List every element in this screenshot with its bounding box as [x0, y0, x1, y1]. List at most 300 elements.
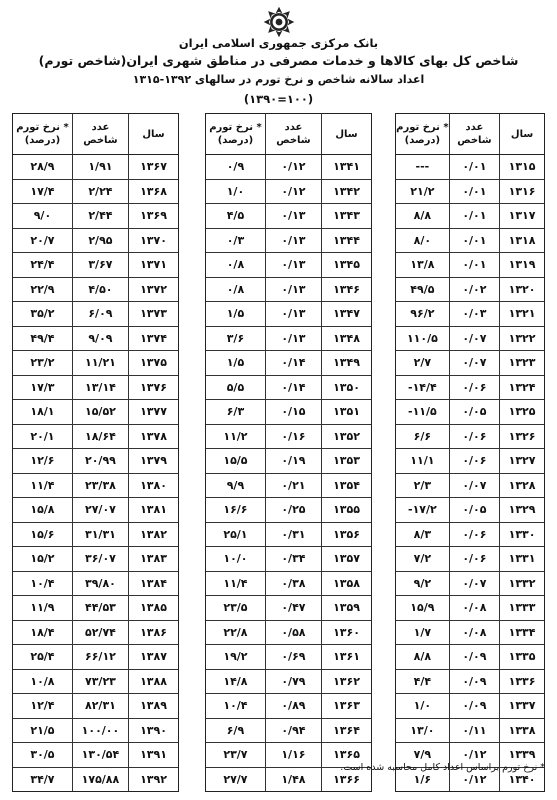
year-cell: ۱۳۴۳ — [321, 204, 371, 229]
table-row — [206, 424, 371, 449]
year-cell: ۱۳۸۹ — [128, 694, 178, 719]
index-value-cell: ۳۹/۸۰ — [72, 571, 128, 596]
table-row — [13, 767, 178, 791]
inflation-table-right — [395, 113, 545, 792]
inflation-rate-cell: ۲۱/۵ — [13, 718, 72, 743]
table-row — [396, 179, 544, 204]
index-value-cell: ۰/۱۶ — [265, 424, 321, 449]
column-header-year: سال — [500, 114, 544, 155]
index-value-cell: ۳/۶۷ — [72, 253, 128, 278]
year-cell: ۱۳۵۴ — [321, 473, 371, 498]
table-row — [13, 522, 178, 547]
year-cell: ۱۳۷۵ — [128, 351, 178, 376]
year-cell: ۱۳۷۱ — [128, 253, 178, 278]
inflation-rate-cell: ۲۷/۷ — [206, 767, 265, 791]
year-cell: ۱۳۲۸ — [500, 473, 544, 498]
year-cell: ۱۳۳۵ — [500, 645, 544, 670]
year-cell: ۱۳۴۲ — [321, 179, 371, 204]
table-row — [13, 277, 178, 302]
index-value-cell: ۰/۰۲ — [449, 277, 499, 302]
inflation-rate-cell: ۱/۵ — [206, 302, 265, 327]
year-cell: ۱۳۹۲ — [140, 772, 167, 786]
table-row — [206, 522, 371, 547]
inflation-rate-cell: ۱۵/۸ — [13, 498, 72, 523]
table-row — [206, 694, 371, 719]
table-row — [396, 449, 544, 474]
table-row — [206, 375, 371, 400]
index-value-cell: ۰/۰۸ — [449, 620, 499, 645]
index-value-cell: ۰/۱۹ — [265, 449, 321, 474]
table-row — [396, 547, 544, 572]
table-row — [206, 302, 371, 327]
year-cell: ۱۳۸۳ — [128, 547, 178, 572]
table-row — [13, 375, 178, 400]
index-value-cell: ۰/۰۶ — [449, 424, 499, 449]
inflation-rate-cell: ۲۳/۷ — [206, 743, 265, 768]
index-value-cell: ۰/۳۱ — [265, 522, 321, 547]
table-row — [396, 277, 544, 302]
table-row — [206, 253, 371, 278]
index-value-cell: ۰/۳۸ — [265, 571, 321, 596]
table-row — [13, 155, 178, 180]
year-cell: ۱۳۶۴ — [321, 718, 371, 743]
inflation-rate-cell: ۲۵/۱ — [206, 522, 265, 547]
table-row — [206, 204, 371, 229]
inflation-rate-cell: ۱/۵ — [206, 351, 265, 376]
index-value-cell: ۰/۰۹ — [449, 645, 499, 670]
year-cell: ۱۳۲۴ — [500, 375, 544, 400]
inflation-rate-cell: ۲۲/۸ — [206, 620, 265, 645]
year-cell: ۱۳۷۷ — [128, 400, 178, 425]
inflation-rate-cell: ۱۱/۴ — [13, 473, 72, 498]
inflation-rate-cell: ۱۰/۰ — [206, 547, 265, 572]
table-row — [396, 718, 544, 743]
year-cell: ۱۳۸۷ — [128, 645, 178, 670]
inflation-rate-cell: ۱۷/۳ — [13, 375, 72, 400]
table-header-row — [13, 114, 178, 155]
column-header-year: سال — [321, 114, 371, 155]
table-row — [396, 253, 544, 278]
table-row — [206, 645, 371, 670]
inflation-rate-cell: ۱۴/۸ — [206, 669, 265, 694]
inflation-rate-cell: ۱/۶ — [396, 767, 449, 791]
index-value-cell: ۱/۴۸ — [265, 767, 321, 791]
table-row — [396, 424, 544, 449]
year-cell: ۱۳۶۸ — [128, 179, 178, 204]
index-value-cell: ۵۲/۷۴ — [72, 620, 128, 645]
inflation-rate-cell: ۵/۵ — [206, 375, 265, 400]
table-row — [206, 473, 371, 498]
inflation-rate-cell: ۰/۳ — [206, 228, 265, 253]
index-value-cell: ۰/۱۵ — [265, 400, 321, 425]
index-value-cell: ۰/۰۶ — [449, 522, 499, 547]
year-cell: ۱۳۳۰ — [500, 522, 544, 547]
table-row — [396, 596, 544, 621]
index-value-cell: ۰/۱۲ — [265, 155, 321, 180]
index-value-cell: ۱۷۵/۸۸ — [72, 767, 128, 791]
index-value-cell: ۰/۰۱ — [449, 228, 499, 253]
inflation-rate-cell: ۱۷/۴ — [13, 179, 72, 204]
table-row — [13, 718, 178, 743]
table-row — [206, 596, 371, 621]
inflation-rate-cell: ۹/۰ — [13, 204, 72, 229]
index-value-cell: ۰/۰۹ — [449, 669, 499, 694]
year-cell: ۱۳۸۱ — [128, 498, 178, 523]
index-value-cell: ۰/۰۵ — [449, 498, 499, 523]
year-cell: ۱۳۶۳ — [321, 694, 371, 719]
index-value-cell: ۶/۰۹ — [72, 302, 128, 327]
year-cell: ۱۳۴۹ — [321, 351, 371, 376]
table-row — [206, 718, 371, 743]
inflation-rate-cell: ۱۱/۴ — [206, 571, 265, 596]
year-cell: ۱۳۲۱ — [500, 302, 544, 327]
table-row — [396, 498, 544, 523]
table-row — [13, 669, 178, 694]
table-row — [206, 669, 371, 694]
inflation-rate-cell: ۰/۹ — [206, 155, 265, 180]
table-row — [13, 302, 178, 327]
page-subtitle: اعداد سالانه شاخص و نرخ تورم در سالهای ۱۳۹۲-۱۳۱۵ — [132, 73, 425, 86]
year-cell: ۱۳۲۶ — [500, 424, 544, 449]
inflation-rate-cell: ۴۹/۵ — [396, 277, 449, 302]
table-row — [396, 400, 544, 425]
index-value-cell: ۱۳۰/۵۴ — [72, 743, 128, 768]
page-title: شاخص کل بهای کالاها و خدمات مصرفی در مناطق شهری ایران(شاخص تورم) — [38, 53, 519, 68]
table-row — [396, 326, 544, 351]
inflation-rate-cell: ۷/۲ — [396, 547, 449, 572]
inflation-rate-cell: ۶/۹ — [206, 718, 265, 743]
column-header-rate: نرخ تورم * (درصد) — [396, 114, 449, 155]
index-value-cell: ۱۰۰/۰۰ — [72, 718, 128, 743]
table-row — [206, 620, 371, 645]
table-row — [396, 204, 544, 229]
index-value-cell: ۲۷/۰۷ — [72, 498, 128, 523]
index-value-cell: ۰/۱۳ — [265, 253, 321, 278]
index-value-cell: ۰/۱۲ — [449, 767, 499, 791]
inflation-rate-cell: ۲/۳ — [396, 473, 449, 498]
index-value-cell: ۰/۰۵ — [449, 400, 499, 425]
index-value-cell: ۰/۶۹ — [265, 645, 321, 670]
table-row — [396, 522, 544, 547]
table-row — [396, 473, 544, 498]
index-value-cell: ۱۳/۱۴ — [72, 375, 128, 400]
year-cell: ۱۳۴۷ — [321, 302, 371, 327]
year-cell: ۱۳۳۴ — [500, 620, 544, 645]
table-row — [13, 424, 178, 449]
index-value-cell: ۰/۰۶ — [449, 547, 499, 572]
inflation-rate-cell: ۱۰/۴ — [206, 694, 265, 719]
index-value-cell: ۰/۱۱ — [449, 718, 499, 743]
index-value-cell: ۰/۱۳ — [265, 204, 321, 229]
base-year: (۱۰۰=۱۳۹۰) — [243, 92, 314, 106]
table-header-row — [396, 114, 544, 155]
year-cell: ۱۳۸۲ — [128, 522, 178, 547]
footnote: * نرخ تورم براساس اعداد کامل محاسبه شده است. — [340, 762, 545, 773]
index-value-cell: ۲۳/۳۸ — [72, 473, 128, 498]
index-value-cell: ۰/۴۷ — [265, 596, 321, 621]
table-row — [206, 326, 371, 351]
column-header-index: عدد شاخص — [265, 114, 321, 155]
index-value-cell: ۰/۰۱ — [449, 253, 499, 278]
inflation-rate-cell: ۹۶/۲ — [396, 302, 449, 327]
index-value-cell: ۰/۰۷ — [449, 351, 499, 376]
year-cell: ۱۳۱۹ — [500, 253, 544, 278]
year-cell: ۱۳۴۶ — [321, 277, 371, 302]
year-cell: ۱۳۸۰ — [128, 473, 178, 498]
inflation-rate-cell: ۱۵/۶ — [13, 522, 72, 547]
table-row — [396, 375, 544, 400]
table-row — [206, 400, 371, 425]
inflation-rate-cell: ۰/۸ — [206, 277, 265, 302]
year-cell: ۱۳۷۲ — [128, 277, 178, 302]
inflation-rate-cell: ۴/۴ — [396, 669, 449, 694]
index-value-cell: ۰/۵۸ — [265, 620, 321, 645]
inflation-rate-cell: ۱۳/۰ — [396, 718, 449, 743]
index-value-cell: ۳۶/۰۷ — [72, 547, 128, 572]
table-row — [396, 620, 544, 645]
year-cell: ۱۳۲۹ — [500, 498, 544, 523]
year-cell: ۱۳۵۶ — [321, 522, 371, 547]
index-value-cell: ۰/۳۴ — [265, 547, 321, 572]
inflation-rate-cell: ۳۵/۲ — [13, 302, 72, 327]
table-row — [206, 155, 371, 180]
index-value-cell: ۱۸/۶۴ — [72, 424, 128, 449]
inflation-rate-cell: ۹/۹ — [206, 473, 265, 498]
year-cell: ۱۳۶۰ — [321, 620, 371, 645]
table-row — [13, 498, 178, 523]
column-header-index: عدد شاخص — [72, 114, 128, 155]
table-row — [13, 743, 178, 768]
inflation-rate-cell: ۹/۲ — [396, 571, 449, 596]
inflation-rate-cell: --- — [396, 155, 449, 180]
year-cell: ۱۳۵۱ — [321, 400, 371, 425]
table-row — [396, 351, 544, 376]
index-value-cell: ۰/۱۳ — [265, 326, 321, 351]
table-row — [396, 302, 544, 327]
table-row — [13, 351, 178, 376]
year-cell: ۱۳۴۱ — [321, 155, 371, 180]
table-row — [13, 179, 178, 204]
year-cell: ۱۳۶۶ — [333, 772, 360, 786]
inflation-rate-cell: ۱۲/۴ — [13, 694, 72, 719]
year-cell: ۱۳۶۲ — [321, 669, 371, 694]
table-row — [206, 547, 371, 572]
inflation-rate-cell: ۸/۸ — [396, 645, 449, 670]
table-row — [13, 228, 178, 253]
year-cell: ۱۳۱۵ — [500, 155, 544, 180]
year-cell: ۱۳۷۸ — [128, 424, 178, 449]
year-cell: ۱۳۲۰ — [500, 277, 544, 302]
index-value-cell: ۶۶/۱۲ — [72, 645, 128, 670]
inflation-rate-cell: ۱/۰ — [396, 694, 449, 719]
year-cell: ۱۳۵۷ — [321, 547, 371, 572]
index-value-cell: ۰/۱۳ — [265, 277, 321, 302]
index-value-cell: ۲/۲۴ — [72, 179, 128, 204]
inflation-rate-cell: ۲۳/۵ — [206, 596, 265, 621]
index-value-cell: ۳۱/۳۱ — [72, 522, 128, 547]
year-cell: ۱۳۱۶ — [500, 179, 544, 204]
table-row — [396, 155, 544, 180]
year-cell: ۱۳۳۷ — [500, 694, 544, 719]
table-row — [396, 694, 544, 719]
year-cell: ۱۳۵۹ — [321, 596, 371, 621]
year-cell: ۱۳۳۹ — [500, 743, 544, 768]
table-row — [206, 179, 371, 204]
index-value-cell: ۰/۰۶ — [449, 375, 499, 400]
inflation-rate-cell: -۱۴/۴ — [396, 375, 449, 400]
inflation-rate-cell: ۱۵/۲ — [13, 547, 72, 572]
index-value-cell: ۱/۹۱ — [72, 155, 128, 180]
inflation-rate-cell: ۱۲/۶ — [13, 449, 72, 474]
year-cell: ۱۳۲۳ — [500, 351, 544, 376]
year-cell: ۱۳۳۸ — [500, 718, 544, 743]
year-cell: ۱۳۲۷ — [500, 449, 544, 474]
year-cell: ۱۳۲۵ — [500, 400, 544, 425]
year-cell: ۱۳۳۶ — [500, 669, 544, 694]
index-value-cell: ۷۳/۲۳ — [72, 669, 128, 694]
table-row — [396, 669, 544, 694]
index-value-cell: ۰/۰۱ — [449, 155, 499, 180]
index-value-cell: ۰/۹۴ — [265, 718, 321, 743]
inflation-rate-cell: ۱۸/۱ — [13, 400, 72, 425]
column-header-rate: نرخ تورم * (درصد) — [206, 114, 265, 155]
table-row — [13, 571, 178, 596]
year-cell: ۱۳۴۸ — [321, 326, 371, 351]
year-cell: ۱۳۴۵ — [321, 253, 371, 278]
inflation-rate-cell: ۸/۰ — [396, 228, 449, 253]
year-cell: ۱۳۳۲ — [500, 571, 544, 596]
index-value-cell: ۰/۱۲ — [265, 179, 321, 204]
index-value-cell: ۰/۱۳ — [265, 228, 321, 253]
index-value-cell: ۹/۰۹ — [72, 326, 128, 351]
index-value-cell: ۱/۱۶ — [265, 743, 321, 768]
column-header-index: عدد شاخص — [449, 114, 499, 155]
inflation-rate-cell: -۱۱/۵ — [396, 400, 449, 425]
inflation-rate-cell: ۸/۳ — [396, 522, 449, 547]
bank-logo-icon — [262, 5, 296, 39]
inflation-rate-cell: ۳/۶ — [206, 326, 265, 351]
index-value-cell: ۰/۰۷ — [449, 473, 499, 498]
index-value-cell: ۰/۰۱ — [449, 204, 499, 229]
year-cell: ۱۳۵۳ — [321, 449, 371, 474]
year-cell: ۱۳۵۲ — [321, 424, 371, 449]
year-cell: ۱۳۸۴ — [128, 571, 178, 596]
table-row — [206, 571, 371, 596]
index-value-cell: ۰/۱۳ — [265, 302, 321, 327]
index-value-cell: ۰/۰۱ — [449, 179, 499, 204]
index-value-cell: ۰/۷۹ — [265, 669, 321, 694]
inflation-rate-cell: ۱۹/۲ — [206, 645, 265, 670]
inflation-rate-cell: ۱۰/۴ — [13, 571, 72, 596]
year-cell: ۱۳۵۸ — [321, 571, 371, 596]
column-header-year: سال — [128, 114, 178, 155]
inflation-rate-cell: ۰/۸ — [206, 253, 265, 278]
table-row — [396, 228, 544, 253]
inflation-rate-cell: ۱۰/۸ — [13, 669, 72, 694]
year-cell: ۱۳۱۸ — [500, 228, 544, 253]
year-cell: ۱۳۹۰ — [128, 718, 178, 743]
table-header-row — [206, 114, 371, 155]
inflation-rate-cell: ۲۰/۱ — [13, 424, 72, 449]
table-row — [206, 228, 371, 253]
index-value-cell: ۰/۰۹ — [449, 694, 499, 719]
index-value-cell: ۰/۰۳ — [449, 302, 499, 327]
inflation-rate-cell: ۴۹/۴ — [13, 326, 72, 351]
index-value-cell: ۰/۱۲ — [449, 743, 499, 768]
table-row — [13, 645, 178, 670]
inflation-rate-cell: ۲۵/۴ — [13, 645, 72, 670]
inflation-rate-cell: ۶/۶ — [396, 424, 449, 449]
index-value-cell: ۴۴/۵۳ — [72, 596, 128, 621]
year-cell: ۱۳۲۲ — [500, 326, 544, 351]
year-cell: ۱۳۸۵ — [128, 596, 178, 621]
inflation-table-middle — [205, 113, 372, 792]
inflation-rate-cell: ۳۰/۵ — [13, 743, 72, 768]
year-cell: ۱۳۴۴ — [321, 228, 371, 253]
inflation-table-left — [12, 113, 179, 792]
table-row — [206, 449, 371, 474]
table-row — [396, 571, 544, 596]
inflation-rate-cell: ۱۸/۴ — [13, 620, 72, 645]
inflation-rate-cell: ۲۸/۹ — [13, 155, 72, 180]
table-row — [13, 253, 178, 278]
year-cell: ۱۳۱۷ — [500, 204, 544, 229]
inflation-rate-cell: ۶/۳ — [206, 400, 265, 425]
table-row — [13, 204, 178, 229]
inflation-rate-cell: -۱۷/۲ — [396, 498, 449, 523]
index-value-cell: ۴/۵۰ — [72, 277, 128, 302]
inflation-rate-cell: ۱/۷ — [396, 620, 449, 645]
inflation-rate-cell: ۱۵/۹ — [396, 596, 449, 621]
year-cell: ۱۳۴۰ — [508, 772, 536, 786]
index-value-cell: ۰/۱۴ — [265, 351, 321, 376]
table-row — [206, 498, 371, 523]
index-value-cell: ۰/۰۷ — [449, 571, 499, 596]
index-value-cell: ۰/۰۶ — [449, 449, 499, 474]
year-cell: ۱۳۶۵ — [321, 743, 371, 768]
inflation-rate-cell: ۲/۷ — [396, 351, 449, 376]
index-value-cell: ۲۰/۹۹ — [72, 449, 128, 474]
inflation-rate-cell: ۱/۰ — [206, 179, 265, 204]
year-cell: ۱۳۶۹ — [128, 204, 178, 229]
inflation-rate-cell: ۲۱/۲ — [396, 179, 449, 204]
year-cell: ۱۳۵۰ — [321, 375, 371, 400]
inflation-rate-cell: ۱۱۰/۵ — [396, 326, 449, 351]
inflation-rate-cell: ۱۱/۲ — [206, 424, 265, 449]
bank-name: بانک مرکزی جمهوری اسلامی ایران — [178, 36, 379, 50]
index-value-cell: ۰/۰۸ — [449, 596, 499, 621]
inflation-rate-cell: ۲۴/۴ — [13, 253, 72, 278]
inflation-rate-cell: ۱۶/۶ — [206, 498, 265, 523]
index-value-cell: ۲/۹۵ — [72, 228, 128, 253]
inflation-rate-cell: ۲۳/۲ — [13, 351, 72, 376]
table-row — [13, 620, 178, 645]
inflation-rate-cell: ۱۱/۱ — [396, 449, 449, 474]
table-row — [13, 326, 178, 351]
inflation-rate-cell: ۱۵/۵ — [206, 449, 265, 474]
year-cell: ۱۳۹۱ — [128, 743, 178, 768]
index-value-cell: ۰/۰۷ — [449, 326, 499, 351]
column-header-rate: نرخ تورم * (درصد) — [13, 114, 72, 155]
table-row — [396, 645, 544, 670]
year-cell: ۱۳۷۹ — [128, 449, 178, 474]
year-cell: ۱۳۷۳ — [128, 302, 178, 327]
year-cell: ۱۳۷۰ — [128, 228, 178, 253]
inflation-rate-cell: ۲۲/۹ — [13, 277, 72, 302]
table-row — [13, 473, 178, 498]
inflation-rate-cell: ۱۳/۸ — [396, 253, 449, 278]
table-row — [206, 277, 371, 302]
